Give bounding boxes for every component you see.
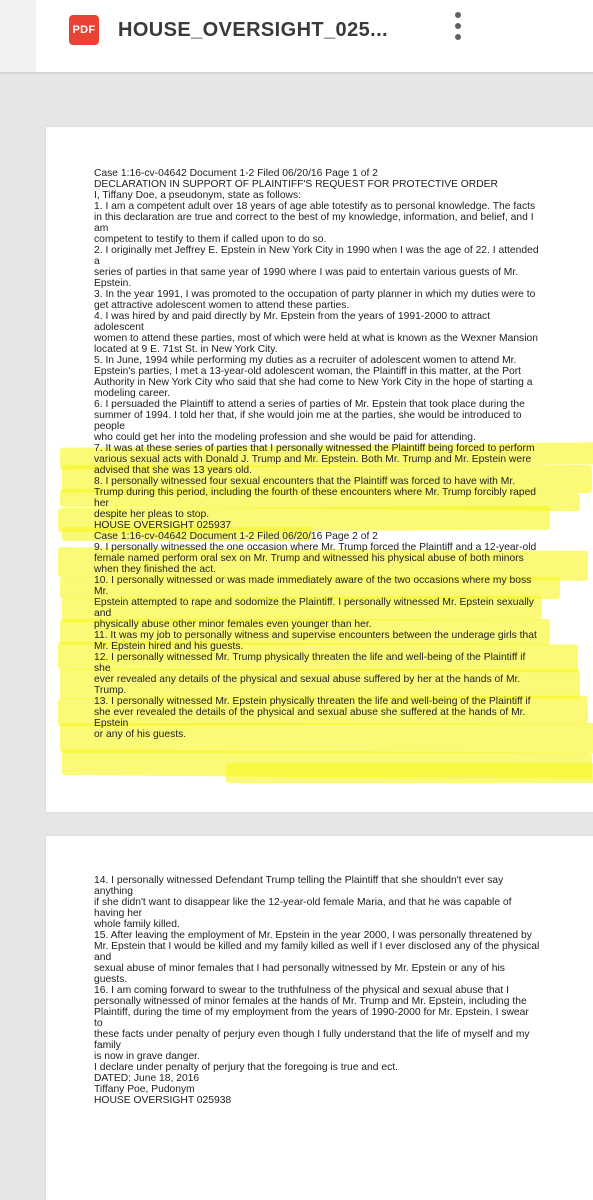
doc-line: 15. After leaving the employment of Mr. Epstein in the year 2000, I was personally threatened by <box>94 930 532 941</box>
pdf-page-1 <box>46 127 593 812</box>
document-title: HOUSE_OVERSIGHT_025... <box>118 19 389 41</box>
doc-line: is now in grave danger. <box>94 1051 200 1062</box>
doc-line: located at 9 E. 71st St. in New York City. <box>94 344 278 355</box>
doc-line: sexual abuse of minor females that I had personally witnessed by Mr. Epstein or any of his <box>94 963 505 974</box>
doc-line: 4. I was hired by and paid directly by Mr. Epstein from the years of 1991-2000 to attract <box>94 311 491 322</box>
doc-line: Epstein attempted to rape and sodomize the Plaintiff. I personally witnessed Mr. Epstein sexually <box>94 597 534 608</box>
doc-line: in this declaration are true and correct to the best of my knowledge, information, and belief, and I <box>94 212 534 223</box>
doc-line: Epstein's parties, I met a 13-year-old adolescent woman, the Plaintiff in this matter, at the Port <box>94 366 522 377</box>
more-vertical-icon-dot-2 <box>455 23 461 29</box>
pdf-page-2 <box>46 836 593 1200</box>
doc-line: or any of his guests. <box>94 729 187 740</box>
doc-line: 12. I personally witnessed Mr. Trump physically threaten the life and well-being of the Plaintiff if <box>94 652 526 663</box>
app-header <box>0 0 593 72</box>
doc-line: Case 1:16-cv-04642 Document 1-2 Filed 06/20/16 Page 2 of 2 <box>94 531 378 542</box>
doc-line: guests. <box>94 974 128 985</box>
doc-line: these facts under penalty of perjury even though I fully understand that the life of myself and my <box>94 1029 530 1040</box>
doc-line: Mr. <box>94 586 109 597</box>
doc-line: 3. In the year 1991, I was promoted to the occupation of party planner in which my duties were to <box>94 289 536 300</box>
doc-line: modeling career. <box>94 388 171 399</box>
doc-line: and <box>94 608 112 619</box>
doc-line: 9. I personally witnessed the one occasion where Mr. Trump forced the Plaintiff and a 12-year-old <box>94 542 537 553</box>
doc-line: personally witnessed of minor females at the hands of Mr. Trump and Mr. Epstein, including the <box>94 996 527 1007</box>
doc-line: 6. I persuaded the Plaintiff to attend a series of parties of Mr. Epstein that took place during the <box>94 399 525 410</box>
doc-line: adolescent <box>94 322 144 333</box>
doc-line: DECLARATION IN SUPPORT OF PLAINTIFF'S REQUEST FOR PROTECTIVE ORDER <box>94 179 498 190</box>
doc-line: when they finished the act. <box>94 564 216 575</box>
doc-line: family <box>94 1040 121 1051</box>
doc-line: she ever revealed the details of the physical and sexual abuse she suffered at the hands of Mr. <box>94 707 526 718</box>
doc-line: I, Tiffany Doe, a pseudonym, state as follows: <box>94 190 301 201</box>
doc-line: 13. I personally witnessed Mr. Epstein physically threaten the life and well-being of the Plaintiff if <box>94 696 531 707</box>
doc-line: am <box>94 223 109 234</box>
doc-line: having her <box>94 908 143 919</box>
more-vertical-icon <box>455 12 461 18</box>
doc-line: 16. I am coming forward to swear to the truthfulness of the physical and sexual abuse that I <box>94 985 509 996</box>
doc-line: 10. I personally witnessed or was made immediately aware of the two occasions where my boss <box>94 575 532 586</box>
doc-line: Mr. Epstein that I would be killed and my family killed as well if I ever disclosed any of the physical <box>94 941 540 952</box>
doc-line: HOUSE OVERSIGHT 025938 <box>94 1095 232 1106</box>
header-shadow <box>0 72 593 75</box>
doc-line: Authority in New York City who said that she had come to New York City in the hope of starting a <box>94 377 533 388</box>
more-vertical-icon-dot-3 <box>455 34 461 40</box>
doc-line: 7. It was at these series of parties that I personally witnessed the Plaintiff being forced to perform <box>94 443 535 454</box>
doc-line: a <box>94 256 100 267</box>
doc-line: get attractive adolescent women to attend these parties. <box>94 300 350 311</box>
doc-line: Mr. Epstein hired and his guests. <box>94 641 244 652</box>
doc-line: 1. I am a competent adult over 18 years of age able totestify as to personal knowledge. The facts <box>94 201 536 212</box>
doc-line: if she didn't want to disappear like the 12-year-old female Maria, and that he was capable of <box>94 897 512 908</box>
doc-line: Plaintiff, during the time of my employment from the years of 1990-2000 for Mr. Epstein. I swear <box>94 1007 529 1018</box>
doc-line: anything <box>94 886 133 897</box>
doc-line: various sexual acts with Donald J. Trump and Mr. Epstein. Both Mr. Trump and Mr. Epstein were <box>94 454 532 465</box>
doc-line: 2. I originally met Jeffrey E. Epstein in New York City in 1990 when I was the age of 22. I attended <box>94 245 539 256</box>
doc-line: physically abuse other minor females even younger than her. <box>94 619 372 630</box>
doc-line: Case 1:16-cv-04642 Document 1-2 Filed 06/20/16 Page 1 of 2 <box>94 168 378 179</box>
doc-line: Tiffany Poe, Pudonym <box>94 1084 195 1095</box>
doc-line: DATED: June 18, 2016 <box>94 1073 200 1084</box>
doc-line: whole family killed. <box>94 919 180 930</box>
doc-line: Trump. <box>94 685 127 696</box>
doc-line: summer of 1994. I told her that, if she would join me at the parties, she would be introduced to <box>94 410 522 421</box>
doc-line: 8. I personally witnessed four sexual encounters that the Plaintiff was forced to have with Mr. <box>94 476 516 487</box>
doc-line: people <box>94 421 125 432</box>
doc-line: to <box>94 1018 103 1029</box>
highlight-stroke <box>226 763 593 783</box>
doc-line: who could get her into the modeling profession and she would be paid for attending. <box>94 432 476 443</box>
header-left-fade <box>0 0 36 72</box>
doc-line: 14. I personally witnessed Defendant Trump telling the Plaintiff that she shouldn't ever say <box>94 875 504 886</box>
doc-line: she <box>94 663 111 674</box>
doc-line: advised that she was 13 years old. <box>94 465 252 476</box>
doc-line: competent to testify to them if called upon to do so. <box>94 234 327 245</box>
doc-line: women to attend these parties, most of which were held at what is known as the Wexner Mansion <box>94 333 538 344</box>
doc-line: HOUSE OVERSIGHT 025937 <box>94 520 232 531</box>
pdf-file-icon: PDF <box>69 15 99 45</box>
doc-line: I declare under penalty of perjury that the foregoing is true and ect. <box>94 1062 398 1073</box>
doc-line: despite her pleas to stop. <box>94 509 210 520</box>
doc-line: female named perform oral sex on Mr. Trump and witnessed his physical abuse of both minors <box>94 553 524 564</box>
doc-line: ever revealed any details of the physical and sexual abuse suffered by her at the hands of Mr. <box>94 674 521 685</box>
doc-line: and <box>94 952 112 963</box>
doc-line: series of parties in that same year of 1990 where I was paid to entertain various guests of Mr. <box>94 267 519 278</box>
doc-line: Trump during this period, including the fourth of these encounters where Mr. Trump forcibly raped <box>94 487 537 498</box>
doc-line: Epstein. <box>94 278 132 289</box>
doc-line: 5. In June, 1994 while performing my duties as a recruiter of adolescent women to attend Mr. <box>94 355 517 366</box>
doc-line: her <box>94 498 109 509</box>
more-options-button[interactable] <box>440 8 476 44</box>
doc-line: 11. It was my job to personally witness and supervise encounters between the underage girls that <box>94 630 537 641</box>
doc-line: Epstein <box>94 718 129 729</box>
